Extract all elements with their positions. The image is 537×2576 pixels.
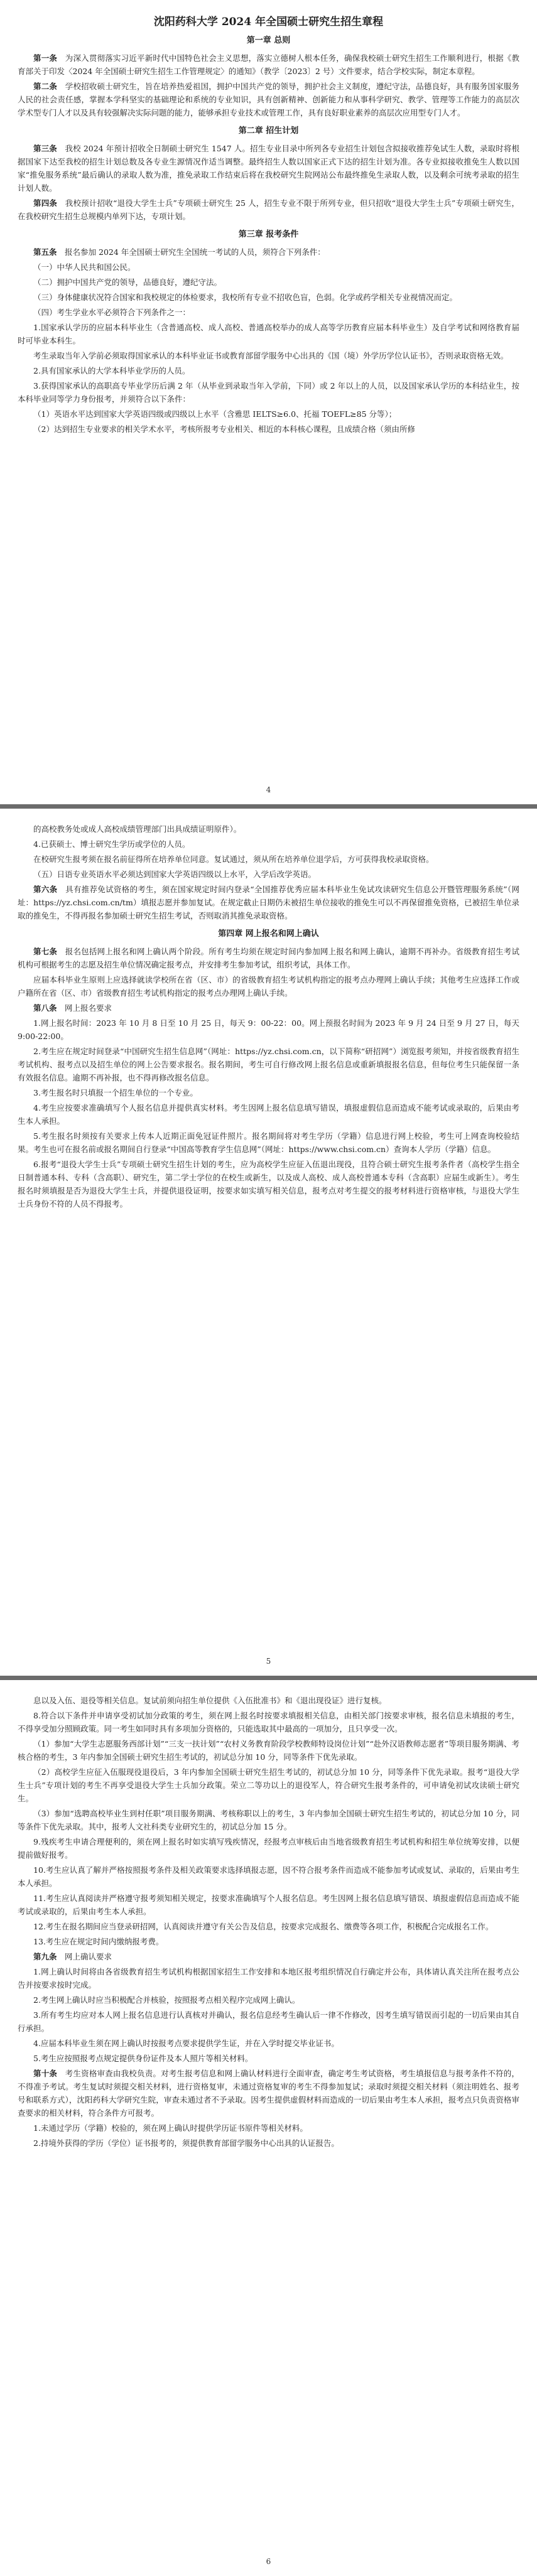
paragraph-text: 8.符合以下条件并申请享受初试加分政策的考生，须在网上报名时按要求填报相关信息，由相关部门按要求审核，报名信息未填报的考生，不得享受加分照顾政策。同一考生如同时具有多项加分资格的，只能选取其中最高的一项加分，且只享受一次。: [18, 1711, 519, 1733]
paragraph-text: 6.报考“退役大学生士兵”专项硕士研究生招生计划的考生，应为高校学生应征入伍退出现役，且符合硕士研究生报考条件者（高校学生指全日制普通本科、专科（含高职）、研究生，第二学士学位的在校生或新生，以及成人高校、成人高校普通本专科（含高职）应届生或新生）。考生报名时须填报是否为退役大学生士兵，并提供退役证明，按要求如实填写相关信息，报考点对考生提交的报考材料进行资格审核，与退役大学生士兵身份不符的人员不得报考。: [18, 1160, 519, 1209]
body-paragraph: [18, 2121, 519, 2135]
article-paragraph: [18, 1001, 519, 1015]
paragraph-text: （1）参加“大学生志愿服务西部计划”“三支一扶计划”“农村义务教育阶段学校教师特设岗位计划”“赴外汉语教师志愿者”等项目服务期满、考核合格的考生，3 年内参加全国硕士研究生招生考试的，初试总分加 10 分，同等条件下优先录取。: [18, 1739, 519, 1762]
article-paragraph: [18, 945, 519, 971]
chapter-heading: 第一章 总则: [246, 36, 291, 45]
paragraph-text: （1）英语水平达到国家大学英语四级或四级以上水平（含雅思 IELTS≥6.0、托福 TOEFL≥85 分等）；: [33, 409, 397, 419]
paragraph-text: （一）中华人民共和国公民。: [33, 262, 136, 272]
paragraph-text: 学校招收硕士研究生，旨在培养热爱祖国，拥护中国共产党的领导，拥护社会主义制度，遵纪守法，品德良好，具有服务国家服务人民的社会责任感，掌握本学科坚实的基础理论和系统的专业知识，具有创新精神、创新能力和从事科学研究、教学、管理等工作能力的高层次学术型专门人才以及具有较强解决实际问题的能力，能够承担专业技术或管理工作，具有良好职业素养的高层次应用型专门人才。: [18, 82, 519, 117]
paragraph-text: 我校 2024 年预计招收全日制硕士研究生 1547 人。招生专业目录中所列各专业招生计划包含拟接收推荐免试生人数，录取时将根据国家下达至我校的招生计划总数及各专业生源情况作适当调整。最终招生人数以国家正式下达的招生计划为准。各专业拟接收推免生人数以国家“推免服务系统”最后确认的录取人数为准，推免录取工作结束后将在我校研究生院网站公布最终推免生录取人数，以及剩余可统考录取的招生计划人数。: [18, 144, 519, 193]
body-paragraph: [18, 2037, 519, 2050]
paragraph-text: 具有推荐免试资格的考生，须在国家规定时间内登录“全国推荐优秀应届本科毕业生免试攻读研究生信息公开暨管理服务系统”（网址：https://yz.chsi.com.cn/tm）填报志愿并参加复试。在规定截止日期仍未被招生单位接收的推免生可以不再保留推免资格，已被招生单位录取的推免生，不得再报名参加硕士研究生招生考试，否则取消其推免录取资格。: [18, 885, 519, 920]
paragraph-text: （四）考生学业水平必须符合下列条件之一：: [33, 308, 191, 317]
article-paragraph: [18, 2067, 519, 2120]
body-paragraph: [18, 306, 519, 319]
page-content: [18, 35, 519, 436]
paragraph-text: 5.考生应按照报考点规定提供身份证件及本人照片等相关材料。: [33, 2054, 253, 2063]
article-paragraph: [18, 883, 519, 922]
paragraph-text: 息以及入伍、退役等相关信息。复试前须向招生单位提供《入伍批准书》和《退出现役证》进行复核。: [33, 1696, 387, 1705]
body-paragraph: [18, 349, 519, 362]
body-paragraph: [18, 1920, 519, 1933]
chapter-heading: 第四章 网上报名和网上确认: [218, 929, 319, 939]
paragraph-text: 1.国家承认学历的应届本科毕业生（含普通高校、成人高校、普通高校举办的成人高等学历教育应届本科毕业生）及自学考试和网络教育届时可毕业本科生。: [18, 323, 519, 345]
article-paragraph: [18, 80, 519, 119]
article-number: 第三条: [33, 144, 57, 153]
paragraph-text: （3）参加“选聘高校毕业生到村任职”项目服务期满、考核称职以上的考生，3 年内参加全国硕士研究生招生考试的，初试总分加 10 分，同等条件下优先录取。其中，报考人文社科类专业研究生的，初试总分加 15 分。: [18, 1809, 519, 1831]
body-paragraph: [18, 379, 519, 406]
body-paragraph: [18, 1045, 519, 1084]
body-paragraph: [18, 276, 519, 289]
body-paragraph: [18, 1101, 519, 1128]
body-paragraph: [18, 2137, 519, 2150]
body-paragraph: [18, 1863, 519, 1890]
article-paragraph: [18, 1950, 519, 1963]
chapter-heading: 第二章 招生计划: [238, 126, 299, 136]
body-paragraph: [18, 1892, 519, 1918]
body-paragraph: [18, 1993, 519, 2007]
body-paragraph: [18, 1935, 519, 1948]
article-paragraph: [18, 142, 519, 195]
article-number: 第八条: [33, 1003, 57, 1013]
body-paragraph: [18, 1694, 519, 1707]
paragraph-text: 报名包括网上报名和网上确认两个阶段。所有考生均须在规定时间内参加网上报名和网上确认，逾期不再补办。省级教育招生考试机构可根据考生的志愿及招生单位情况确定报考点，并安排考生参加考试，组织考试，具体工作。: [18, 947, 519, 969]
paragraph-text: （五）日语专业英语水平必须达到国家大学英语四级以上水平，入学后改学英语。: [33, 870, 317, 879]
paragraph-text: 报名参加 2024 年全国硕士研究生全国统一考试的人员，须符合下列条件：: [65, 247, 325, 257]
article-number: 第七条: [33, 947, 58, 956]
body-paragraph: [18, 973, 519, 1000]
body-paragraph: [18, 1965, 519, 1991]
document-title: 沈阳药科大学 2024 年全国硕士研究生招生章程: [153, 16, 384, 28]
paragraph-text: 1.网上确认时间将由各省级教育招生考试机构根据国家招生工作安排和本地区报考组织情况自行确定并公布，具体请认真关注所在报考点公告并按要求按时完成。: [18, 1967, 519, 1990]
document-page-1: [0, 0, 537, 804]
body-paragraph: [18, 1765, 519, 1805]
paragraph-text: （二）拥护中国共产党的领导，品德良好，遵纪守法。: [33, 278, 222, 287]
paragraph-text: 13.考生应在规定时间内缴纳报考费。: [33, 1937, 164, 1946]
paragraph-text: 4.应届本科毕业生须在网上确认时按报考点要求提供学生证，并在入学时提交毕业证书。: [33, 2039, 339, 2048]
article-number: 第五条: [33, 247, 57, 257]
article-number: 第一条: [33, 53, 58, 63]
paragraph-text: 11.考生应认真阅读并严格遵守报考须知相关规定，按要求准确填写个人报名信息。考生因网上报名信息填写错误、填报虚假信息而造成不能考试或录取的，后果由考生本人承担。: [18, 1894, 519, 1916]
body-paragraph: [18, 853, 519, 866]
article-number: 第十条: [33, 2069, 58, 2078]
paragraph-text: 3.考生报名时只填报一个招生单位的一个专业。: [33, 1088, 198, 1097]
page-number: 6: [266, 2557, 271, 2566]
body-paragraph: [18, 1158, 519, 1210]
body-paragraph: [18, 1835, 519, 1862]
page-content: [18, 822, 519, 1210]
body-paragraph: [18, 364, 519, 377]
paragraph-text: 2.持境外获得的学历（学位）证书报考的，须提供教育部留学服务中心出具的认证报告。: [33, 2138, 339, 2148]
body-paragraph: [18, 1737, 519, 1764]
paragraph-text: 1.网上报名时间：2023 年 10 月 8 日至 10 月 25 日，每天 9：00-22：00。网上预报名时间为 2023 年 9 月 24 日至 9 月 27 日，每天 9:00-22:00。: [18, 1018, 519, 1041]
article-number: 第九条: [33, 1952, 57, 1961]
paragraph-text: 考生资格审查由我校负责。对考生报考信息和网上确认材料进行全面审查，确定考生考试资格，考生填报信息与报考条件不符的，不得准予考试。考生复试时须提交相关材料，进行资格复审，未通过资格复审的考生不得参加复试；录取时须提交相关材料（须注明姓名、报考号和联系方式），沈阳药科大学研究生院，审查未通过者不予录取。因考生提供虚假材料而造成的一切后果由考生本人承担，报考点只负责资格审查要求的相关材料，符合条件方可报考。: [18, 2069, 519, 2118]
body-paragraph: [18, 423, 519, 436]
body-paragraph: [18, 407, 519, 421]
page-content: [18, 1694, 519, 2150]
paragraph-text: 4.已获硕士、博士研究生学历或学位的人员。: [33, 839, 190, 849]
body-paragraph: [18, 868, 519, 881]
paragraph-text: （三）身体健康状况符合国家和我校规定的体检要求，我校所有专业不招收色盲，色弱。化学或药学相关专业视情况而定。: [33, 293, 458, 302]
body-paragraph: [18, 2008, 519, 2035]
body-paragraph: [18, 1016, 519, 1043]
article-paragraph: [18, 197, 519, 223]
body-paragraph: [18, 1807, 519, 1833]
article-number: 第六条: [33, 885, 58, 894]
paragraph-text: 1.未通过学历（学籍）校验的，须在网上确认时提供学历证书原件等相关材料。: [33, 2123, 308, 2133]
page-number: 5: [266, 1657, 271, 1666]
paragraph-text: 为深入贯彻落实习近平新时代中国特色社会主义思想，落实立德树人根本任务，确保我校硕士研究生招生工作顺利进行，根据《教育部关于印发〈2024 年全国硕士研究生招生工作管理规定〉的通知》（教学〔2023〕2 号）文件要求，结合学校实际，制定本章程。: [18, 53, 519, 76]
paragraph-text: 12.考生在报名期间应当登录研招网，认真阅读并遵守有关公告及信息，按要求完成报名、缴费等各项工作，积极配合完成报名工作。: [33, 1922, 494, 1931]
body-paragraph: [18, 1086, 519, 1099]
paragraph-text: 5.考生报名时须按有关要求上传本人近期正面免冠证件照片。报名期间将对考生学历（学籍）信息进行网上校验，考生可上网查询校验结果。考生也可在报名前或报名期间自行登录“中国高等教育学生信息网”（网址：https://www.chsi.com.cn）查询本人学历（学籍）信息。: [18, 1131, 519, 1154]
body-paragraph: [18, 838, 519, 851]
paragraph-text: 网上报名要求: [65, 1003, 112, 1013]
paragraph-text: 3.所有考生均应对本人网上报名信息进行认真核对并确认，报名信息经考生确认后一律不作修改，因考生填写错误而引起的一切后果由其自行承担。: [18, 2010, 519, 2033]
paragraph-text: 10.考生应认真了解并严格按照报考条件及相关政策要求选择填报志愿，因不符合报考条件而造成不能参加考试或复试、录取的，后果由考生本人承担。: [18, 1865, 519, 1888]
paragraph-text: 9.残疾考生申请合理便利的，须在网上报名时如实填写残疾情况，经报考点审核后由当地省级教育招生考试机构和招生单位统筹安排，以便提前做好报考。: [18, 1837, 519, 1860]
body-paragraph: [18, 1129, 519, 1156]
document-page-2: [0, 809, 537, 1676]
paragraph-text: 2.考生网上确认时应当积极配合并核验，按照报考点相关程序完成网上确认。: [33, 1995, 300, 2005]
body-paragraph: [18, 261, 519, 274]
article-number: 第二条: [33, 82, 58, 91]
page-number: 4: [266, 785, 271, 794]
paragraph-text: 2.具有国家承认的大学本科毕业学历的人员。: [33, 366, 190, 375]
article-paragraph: [18, 245, 519, 259]
paragraph-text: （2）达到招生专业要求的相关学术水平，考核所报考专业相关、相近的本科核心课程，且成绩合格（须由所修: [33, 424, 415, 434]
paragraph-text: 的高校教务处或成人高校成绩管理部门出具成绩证明原件）。: [33, 824, 242, 834]
body-paragraph: [18, 2052, 519, 2065]
body-paragraph: [18, 1709, 519, 1735]
chapter-heading: 第三章 报考条件: [238, 230, 299, 239]
paragraph-text: 网上确认要求: [65, 1952, 112, 1961]
paragraph-text: 考生录取当年入学前必须取得国家承认的本科毕业证书或教育部留学服务中心出具的《国（境）外学历学位认证书》，否则录取资格无效。: [33, 351, 509, 360]
paragraph-text: 在校研究生报考须在报名前征得所在培养单位同意。复试通过，须从所在培养单位退学后，方可获得我校录取资格。: [33, 854, 434, 864]
body-paragraph: [18, 291, 519, 304]
paragraph-text: 4.考生应按要求准确填写个人报名信息并提供真实材料。考生因网上报名信息填写错误，填报虚假信息而造成不能考试或录取的，后果由考生本人承担。: [18, 1103, 519, 1126]
paragraph-text: 3.获得国家承认的高职高专毕业学历后满 2 年（从毕业到录取当年入学前，下同）或 2 年以上的人员，以及国家承认学历的本科结业生，按本科毕业同等学力身份报考，并须符合以下条件：: [18, 381, 519, 404]
paragraph-text: 我校预计招收“退役大学生士兵”专项硕士研究生 25 人，招生专业不限于所列专业，但只招收“退役大学生士兵”专项硕士研究生，在我校研究生招生总规模内单列下达，专项计划。: [18, 198, 519, 221]
body-paragraph: [18, 321, 519, 347]
body-paragraph: [18, 822, 519, 836]
article-number: 第四条: [33, 198, 58, 208]
paragraph-text: 应届本科毕业生原则上应选择就读学校所在省（区、市）的省级教育招生考试机构指定的报考点办理网上确认手续；其他考生应选择工作或户籍所在省（区、市）省级教育招生考试机构指定的报考点办理网上确认手续。: [18, 975, 519, 998]
article-paragraph: [18, 51, 519, 78]
paragraph-text: （2）高校学生应征入伍服现役退役后，3 年内参加全国硕士研究生招生考试的，初试总分加 10 分，同等条件下优先录取。报考“退役大学生士兵”专项计划的考生不再享受退役大学生士兵加分政策。荣立二等功以上的退役军人，符合研究生报考条件的，可申请免初试攻读硕士研究生。: [18, 1767, 519, 1803]
paragraph-text: 2.考生应在规定时间登录“中国研究生招生信息网”（网址：https://yz.chsi.com.cn，以下简称“研招网”）浏览报考须知，并按省级教育招生考试机构、报考点以及招生单位的网上公告要求报名。报名期间，考生可自行修改网上报名信息或重新填报报名信息，但每位考生只能保留一条有效报名信息。逾期不再补报，也不得再修改报名信息。: [18, 1047, 519, 1082]
document-page-3: [0, 1680, 537, 2576]
